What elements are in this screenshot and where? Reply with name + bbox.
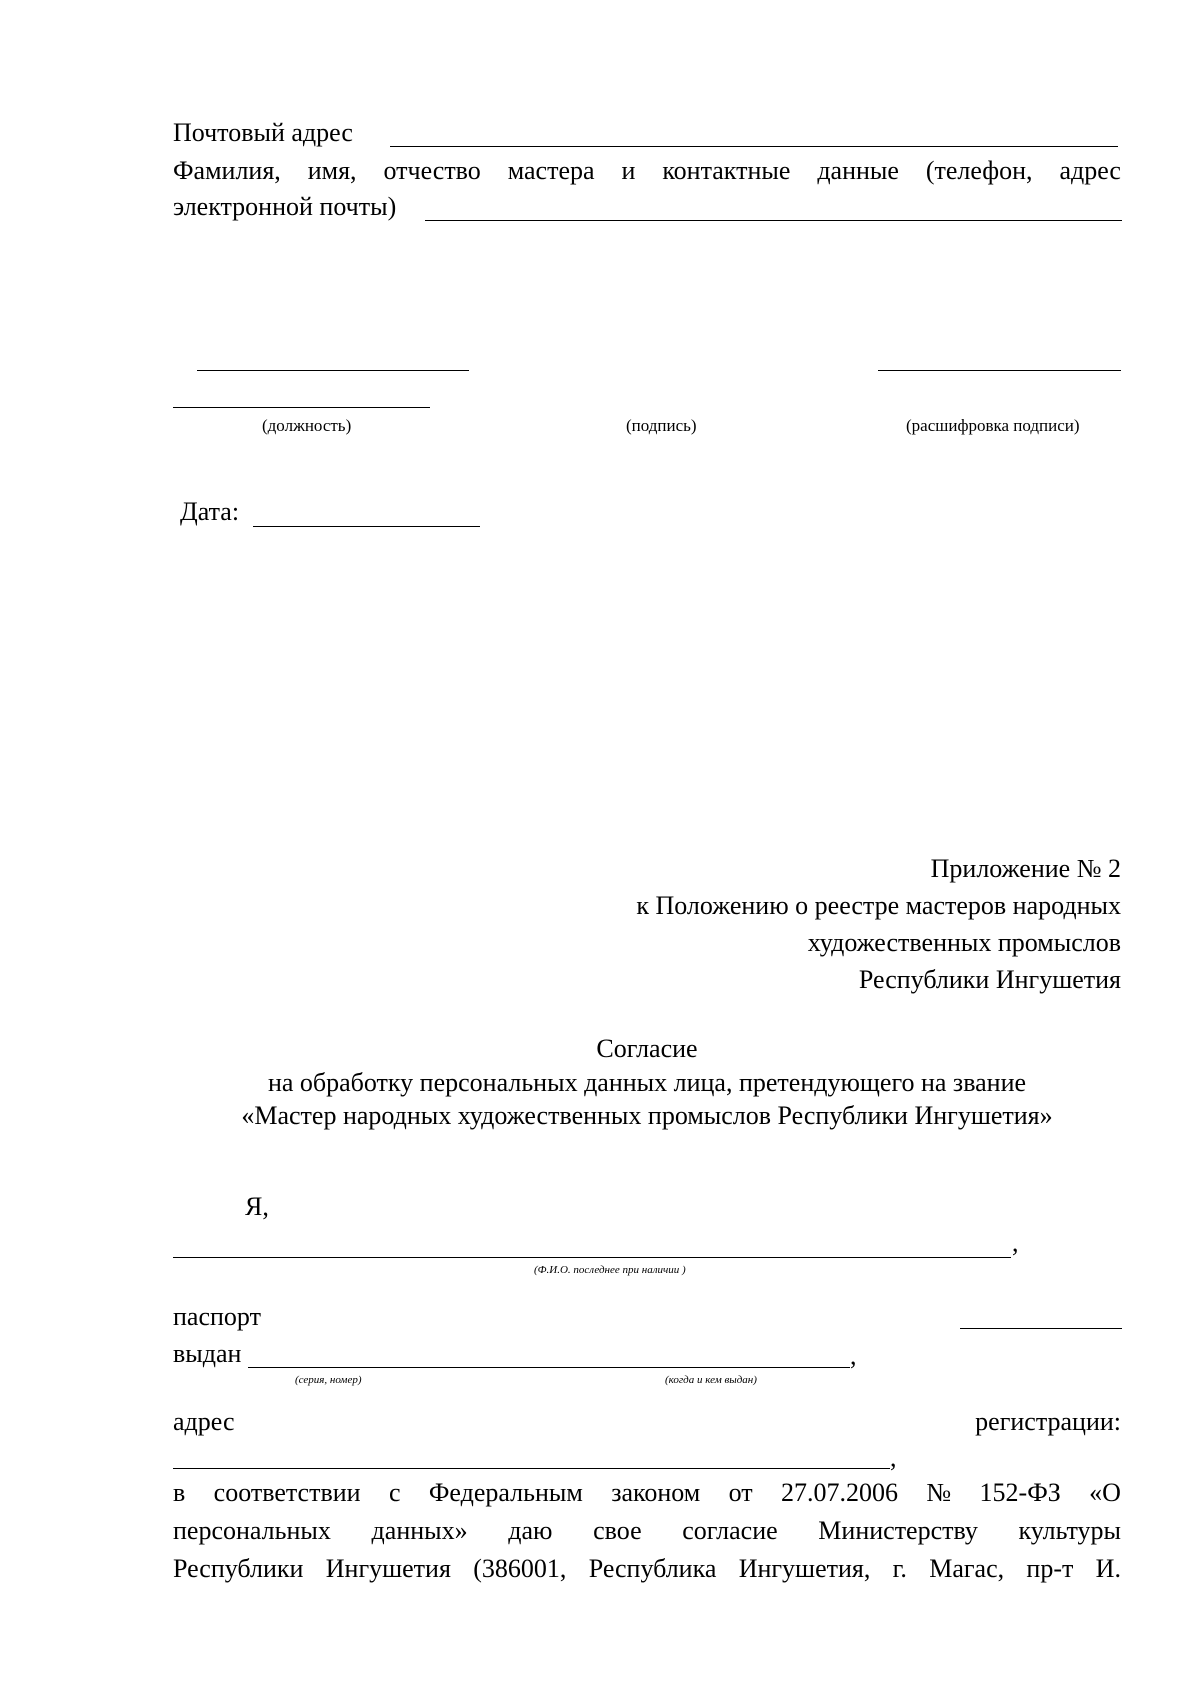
word: контактные: [662, 156, 791, 185]
body-line-2: [173, 1516, 1121, 1546]
position-caption: (должность): [262, 416, 352, 435]
word: соответствии: [213, 1478, 361, 1507]
passport-label: паспорт: [173, 1302, 261, 1331]
series-caption: (серия, номер): [295, 1374, 362, 1386]
consent-title: Согласие: [596, 1034, 698, 1063]
word: г.: [892, 1554, 907, 1583]
appendix-reference: к Положению о реестре мастеров народных: [636, 891, 1121, 920]
consent-subtitle-1: на обработку персональных данных лица, претендующего на звание: [267, 1068, 1027, 1097]
word: Республики: [173, 1554, 304, 1583]
postal-address-label: Почтовый адрес: [173, 118, 353, 147]
word: персональных: [173, 1516, 331, 1545]
word: (386001,: [473, 1554, 567, 1583]
word: данных»: [371, 1516, 468, 1545]
signature-caption: (подпись): [626, 416, 697, 435]
master-contact-field[interactable]: [425, 220, 1122, 221]
signature-line-right[interactable]: [878, 370, 1121, 371]
word: культуры: [1018, 1516, 1121, 1545]
word: Фамилия,: [173, 156, 281, 185]
date-field[interactable]: [253, 526, 480, 527]
word: и: [621, 156, 636, 185]
word: в: [173, 1478, 186, 1507]
passport-issued-field[interactable]: [248, 1367, 850, 1368]
word: Магас,: [929, 1554, 1005, 1583]
word: мастера: [507, 156, 595, 185]
word: законом: [611, 1478, 701, 1507]
word: с: [388, 1478, 401, 1507]
registration-label: регистрации:: [975, 1407, 1121, 1436]
appendix-number: Приложение № 2: [930, 854, 1121, 883]
postal-address-field[interactable]: [390, 146, 1118, 147]
registration-address-field[interactable]: [173, 1468, 890, 1469]
position-line[interactable]: [173, 407, 430, 408]
date-label: Дата:: [180, 497, 240, 526]
address-label: адрес: [173, 1407, 235, 1436]
consent-subtitle-2: «Мастер народных художественных промыслов Республики Ингушетия»: [241, 1101, 1053, 1130]
word: пр-т: [1026, 1554, 1074, 1583]
word: адрес: [1059, 156, 1121, 185]
fio-caption: (Ф.И.О. последнее при наличии ): [534, 1264, 686, 1276]
word: Ингушетия: [325, 1554, 451, 1583]
word: имя,: [307, 156, 357, 185]
word: «О: [1089, 1478, 1121, 1507]
word: Министерству: [818, 1516, 978, 1545]
word: Ингушетия,: [738, 1554, 871, 1583]
body-line-3: [173, 1554, 1121, 1584]
word: согласие: [682, 1516, 778, 1545]
master-contact-line2: электронной почты): [173, 192, 397, 221]
word: данные: [817, 156, 899, 185]
issued-caption: (когда и кем выдан): [665, 1374, 757, 1386]
fio-comma: ,: [1012, 1228, 1019, 1257]
issued-comma: ,: [850, 1341, 857, 1370]
word: свое: [593, 1516, 642, 1545]
master-contact-line1: [173, 156, 1121, 186]
word: №: [926, 1478, 952, 1507]
body-line-1: [173, 1478, 1121, 1508]
word: от: [728, 1478, 753, 1507]
appendix-reference-2: художественных промыслов: [807, 928, 1121, 957]
word: 27.07.2006: [780, 1478, 898, 1507]
signature-decoding-caption: (расшифровка подписи): [906, 416, 1080, 435]
fio-field[interactable]: [173, 1257, 1011, 1258]
word: Федеральным: [428, 1478, 583, 1507]
word: И.: [1095, 1554, 1121, 1583]
word: (телефон,: [925, 156, 1033, 185]
word: даю: [508, 1516, 553, 1545]
issued-label: выдан: [173, 1339, 242, 1368]
passport-field-end[interactable]: [960, 1328, 1122, 1329]
word: отчество: [383, 156, 481, 185]
word: 152-ФЗ: [979, 1478, 1061, 1507]
word: Республика: [588, 1554, 717, 1583]
appendix-reference-3: Республики Ингушетия: [858, 965, 1121, 994]
i-label: Я,: [245, 1192, 269, 1221]
signature-line-left[interactable]: [197, 370, 469, 371]
address-comma: ,: [890, 1443, 897, 1472]
